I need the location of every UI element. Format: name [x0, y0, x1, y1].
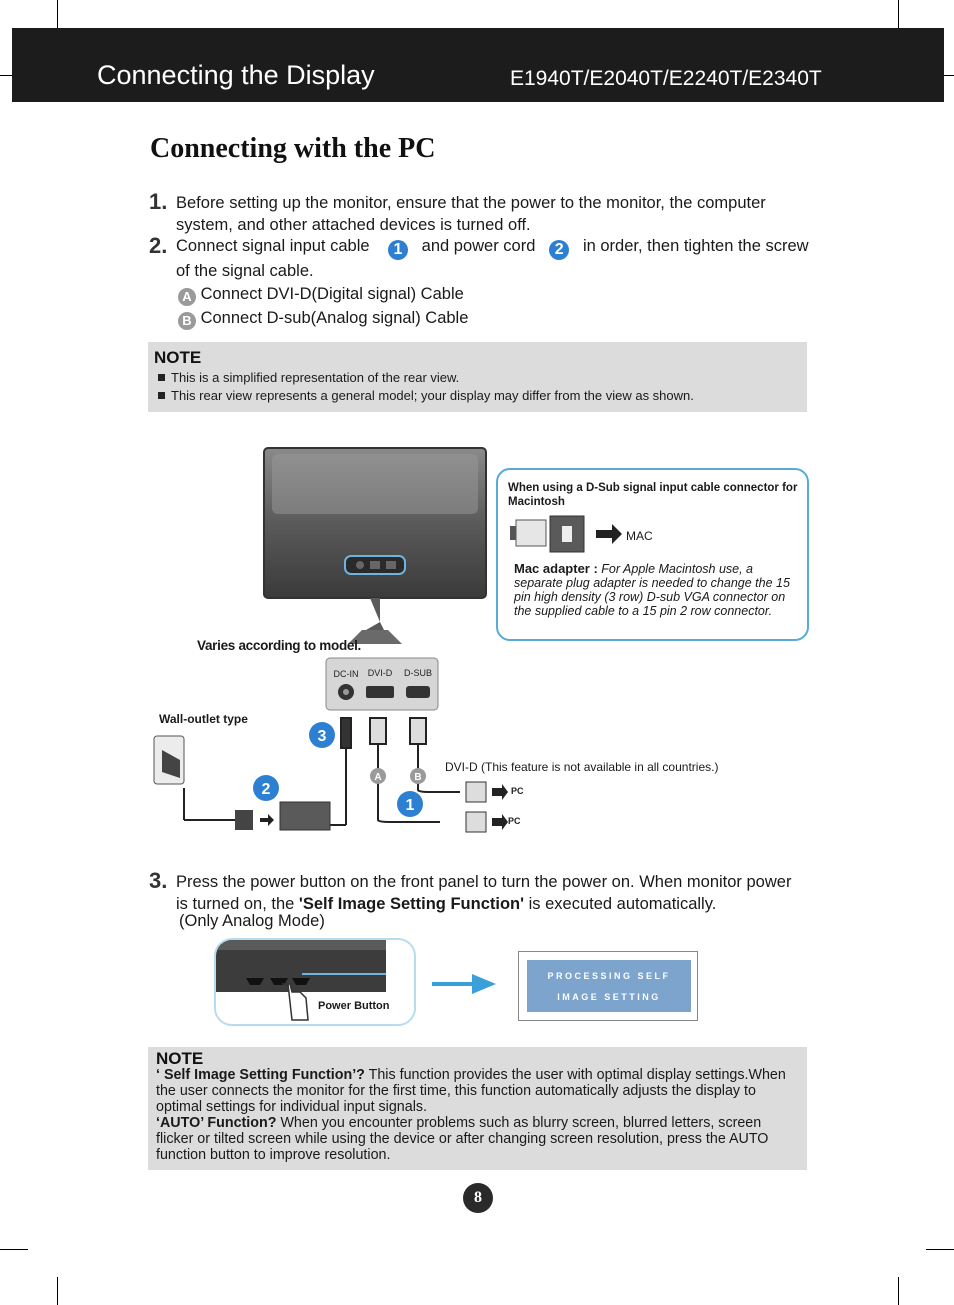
step-1-text: Before setting up the monitor, ensure that the power to the monitor, the computer system, and other attached devices is turned off.	[176, 194, 766, 234]
letter-a-badge: A	[178, 288, 196, 306]
auto-question: ‘AUTO’ Function?	[156, 1115, 277, 1131]
step-2-text-a: Connect signal input cable	[176, 237, 370, 255]
dvi-note: DVI-D (This feature is not available in all countries.)	[445, 760, 719, 774]
note-box	[148, 342, 807, 412]
sub-item-b-text: Connect D-sub(Analog signal) Cable	[200, 309, 469, 327]
header-model: E1940T/E2040T/E2240T/E2340T	[510, 67, 822, 90]
sub-item-b	[178, 307, 468, 330]
varies-label: Varies according to model.	[197, 638, 362, 653]
signal-cable-badge: 1	[388, 240, 408, 260]
crop-mark	[926, 1249, 954, 1250]
osd-message-box	[527, 960, 691, 1012]
osd-line-2: IMAGE SETTING	[557, 992, 661, 1002]
note-title: NOTE	[156, 1049, 204, 1068]
crop-mark	[57, 0, 58, 28]
sub-item-a-text: Connect DVI-D(Digital signal) Cable	[200, 285, 464, 303]
power-cord-badge: 2	[549, 240, 569, 260]
mac-adapter-bold: Mac adapter :	[514, 561, 598, 576]
wall-outlet-label: Wall-outlet type	[159, 712, 248, 726]
power-button-label: Power Button	[318, 1000, 390, 1012]
monitor-rear-illustration	[264, 448, 486, 644]
step-3-text-b: is executed automatically.	[524, 895, 717, 913]
circle-1-label: 1	[405, 797, 415, 814]
mac-callout	[496, 468, 809, 641]
mac-label: MAC	[626, 529, 653, 543]
step-3-text-a: Press the power button on the front panel to turn the power on. When monitor power is turned on, the	[176, 873, 792, 913]
note-body	[156, 1067, 801, 1163]
step-2-number: 2.	[149, 233, 168, 258]
pc-connectors	[466, 782, 508, 832]
letter-b-badge: B	[178, 312, 196, 330]
port-panel	[326, 658, 438, 710]
header-title: Connecting the Display	[97, 60, 375, 90]
cables	[330, 718, 460, 825]
step-2-text-b: and power cord	[421, 237, 536, 255]
note-item	[158, 388, 694, 403]
note-title: NOTE	[154, 348, 202, 367]
power-button-callout	[214, 938, 416, 1026]
pc-label-1: PC	[511, 786, 524, 796]
note-item-text: This is a simplified representation of the rear view.	[171, 370, 460, 385]
auto-answer: When you encounter problems such as blurry screen, blurred letters, screen flicker or tilted screen while using the device or after changing screen resolution, press the AUTO function button to improve resolution.	[156, 1115, 769, 1163]
crop-mark	[898, 0, 899, 28]
self-image-answer: This function provides the user with optimal display settings.When the user connects the monitor for the first time, this function automatically adjusts the display to optimal settings for individual input signals.	[156, 1067, 786, 1115]
crop-mark	[57, 1277, 58, 1305]
circle-2-label: 2	[261, 781, 271, 798]
letter-a-label: A	[374, 772, 382, 783]
step-2-text-c: in order, then tighten the screw of the signal cable.	[176, 237, 809, 280]
note-box	[148, 1047, 807, 1170]
osd-screen	[518, 951, 698, 1021]
step-1-number: 1.	[149, 189, 168, 214]
crop-mark	[0, 75, 12, 76]
step-2-text	[176, 235, 816, 282]
port-label: DC-IN	[333, 669, 359, 679]
step-3-analog-mode: (Only Analog Mode)	[179, 912, 325, 930]
power-adapter	[154, 736, 330, 830]
note-item	[158, 370, 459, 385]
step-3-text	[176, 871, 806, 915]
mac-adapter-desc: For Apple Macintosh use, a separate plug adapter is needed to change the 15 pin high density (3 row) D-sub VGA connector on the supplied cable to a 15 pin 2 row connector.	[514, 562, 790, 618]
mac-adapter-text	[514, 562, 794, 618]
step-3-bold: 'Self Image Setting Function'	[298, 895, 525, 913]
page-number: 8	[463, 1183, 493, 1213]
letter-b-label: B	[414, 772, 422, 783]
note-item-text: This rear view represents a general model; your display may differ from the view as shown.	[171, 388, 694, 403]
crop-mark	[944, 75, 954, 76]
bullet-icon	[158, 392, 165, 399]
osd-line-1: PROCESSING SELF	[547, 971, 671, 981]
crop-mark	[898, 1277, 899, 1305]
self-image-question: ‘ Self Image Setting Function’?	[156, 1067, 365, 1083]
step-3-number: 3.	[149, 868, 168, 893]
port-label: D-SUB	[403, 668, 433, 678]
arrow-right-icon	[432, 972, 498, 996]
pc-label-2: PC	[508, 816, 521, 826]
port-label: DVI-D	[367, 668, 393, 678]
sub-item-a	[178, 283, 464, 306]
circle-3-label: 3	[317, 728, 327, 745]
crop-mark	[0, 1249, 28, 1250]
mac-callout-title: When using a D-Sub signal input cable connector for Macintosh	[508, 482, 798, 508]
bullet-icon	[158, 374, 165, 381]
section-title: Connecting with the PC	[150, 133, 436, 164]
mac-adapter-illustration	[506, 514, 626, 556]
